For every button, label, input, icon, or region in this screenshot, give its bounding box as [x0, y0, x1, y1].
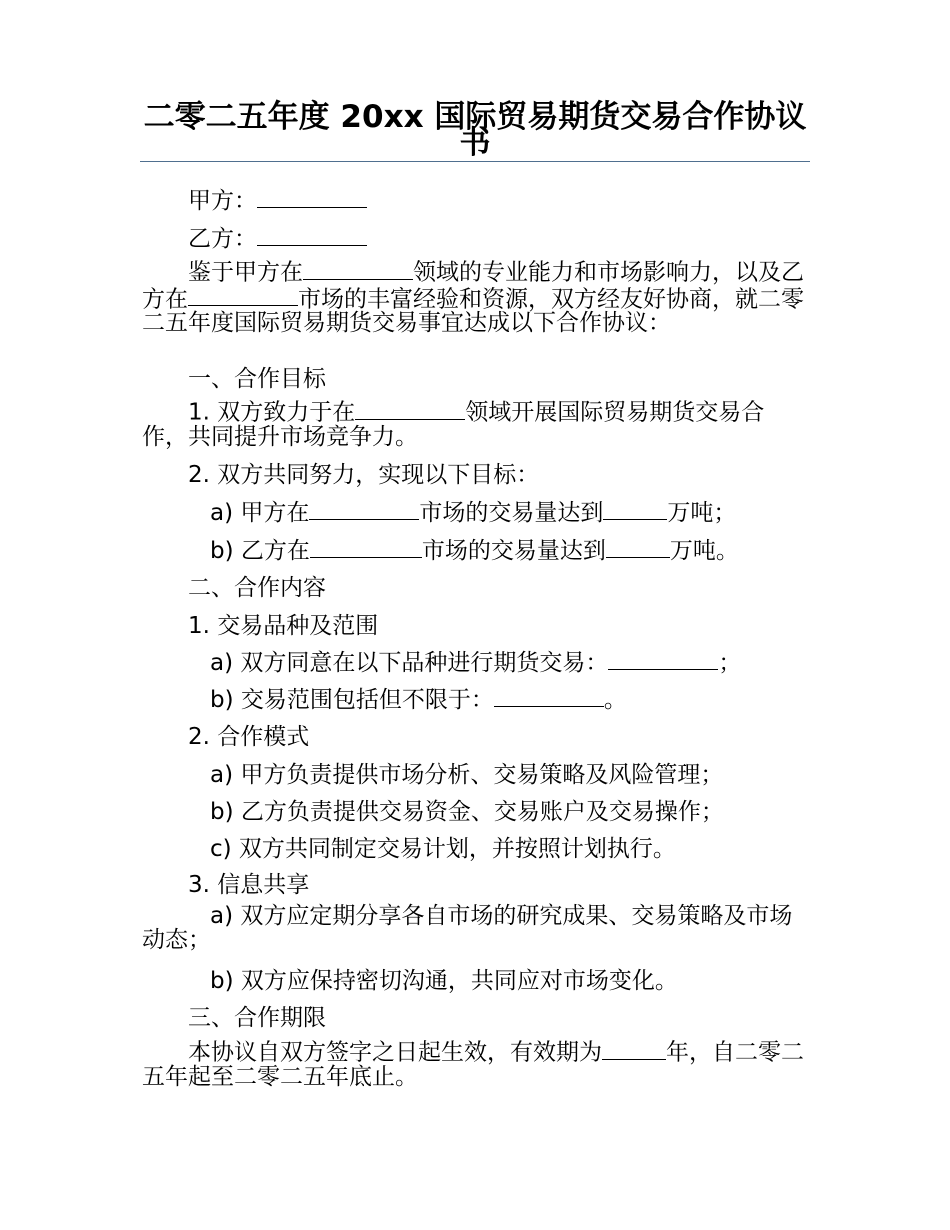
market-blank [309, 498, 419, 520]
content-item-2: 2. 合作模式 [188, 724, 310, 750]
content-item-2c: c) 双方共同制定交易计划，并按照计划执行。 [210, 836, 676, 862]
content-item-3: 3. 信息共享 [188, 872, 310, 898]
party-b-blank [257, 224, 367, 246]
content-item-1: 1. 交易品种及范围 [188, 613, 379, 639]
field-blank [355, 398, 465, 420]
field-blank [303, 258, 413, 280]
party-b-line [142, 220, 367, 253]
party-b-label: 乙方： [188, 226, 257, 252]
title-divider [140, 161, 810, 162]
term-paragraph: 本协议自双方签字之日起生效，有效期为 年，自二零二五年起至二零二五年底止。 [142, 1039, 804, 1090]
goal-item-2a: a) 甲方在 市场的交易量达到 万吨； [210, 500, 737, 526]
content-item-3a: a) 双方应定期分享各自市场的研究成果、交易策略及市场动态； [142, 903, 793, 953]
goal-item-2b: b) 乙方在 市场的交易量达到 万吨。 [210, 538, 739, 564]
preamble-paragraph: 鉴于甲方在 领域的专业能力和市场影响力，以及乙方在 市场的丰富经验和资源，双方经友好协商，就二零二五年度国际贸易期货交易事宜达成以下合作协议： [142, 259, 804, 337]
scope-blank [494, 685, 604, 707]
section-3-heading: 三、合作期限 [188, 1005, 326, 1031]
party-a-line [142, 182, 367, 215]
content-item-1a: a) 双方同意在以下品种进行期货交易： ； [210, 650, 742, 676]
variety-blank [608, 648, 718, 670]
content-item-2b: b) 乙方负责提供交易资金、交易账户及交易操作； [210, 799, 724, 825]
content-item-2a: a) 甲方负责提供市场分析、交易策略及风险管理； [210, 762, 724, 788]
content-item-3b: b) 双方应保持密切沟通，共同应对市场变化。 [210, 968, 678, 994]
party-a-blank [257, 186, 367, 208]
section-1-heading: 一、合作目标 [188, 366, 326, 392]
document-title: 二零二五年度 20xx 国际贸易期货交易合作协议书 [143, 99, 807, 161]
section-2-heading: 二、合作内容 [188, 575, 326, 601]
goal-item-1: 1. 双方致力于在 领域开展国际贸易期货交易合作，共同提升市场竞争力。 [142, 399, 765, 450]
content-item-1b: b) 交易范围包括但不限于： 。 [210, 687, 627, 713]
party-a-label: 甲方： [188, 188, 257, 214]
goal-item-2: 2. 双方共同努力，实现以下目标： [188, 462, 540, 488]
market-blank [310, 536, 422, 558]
term-years-blank [602, 1038, 666, 1060]
volume-blank [603, 498, 667, 520]
market-blank [188, 285, 298, 307]
volume-blank [606, 536, 670, 558]
